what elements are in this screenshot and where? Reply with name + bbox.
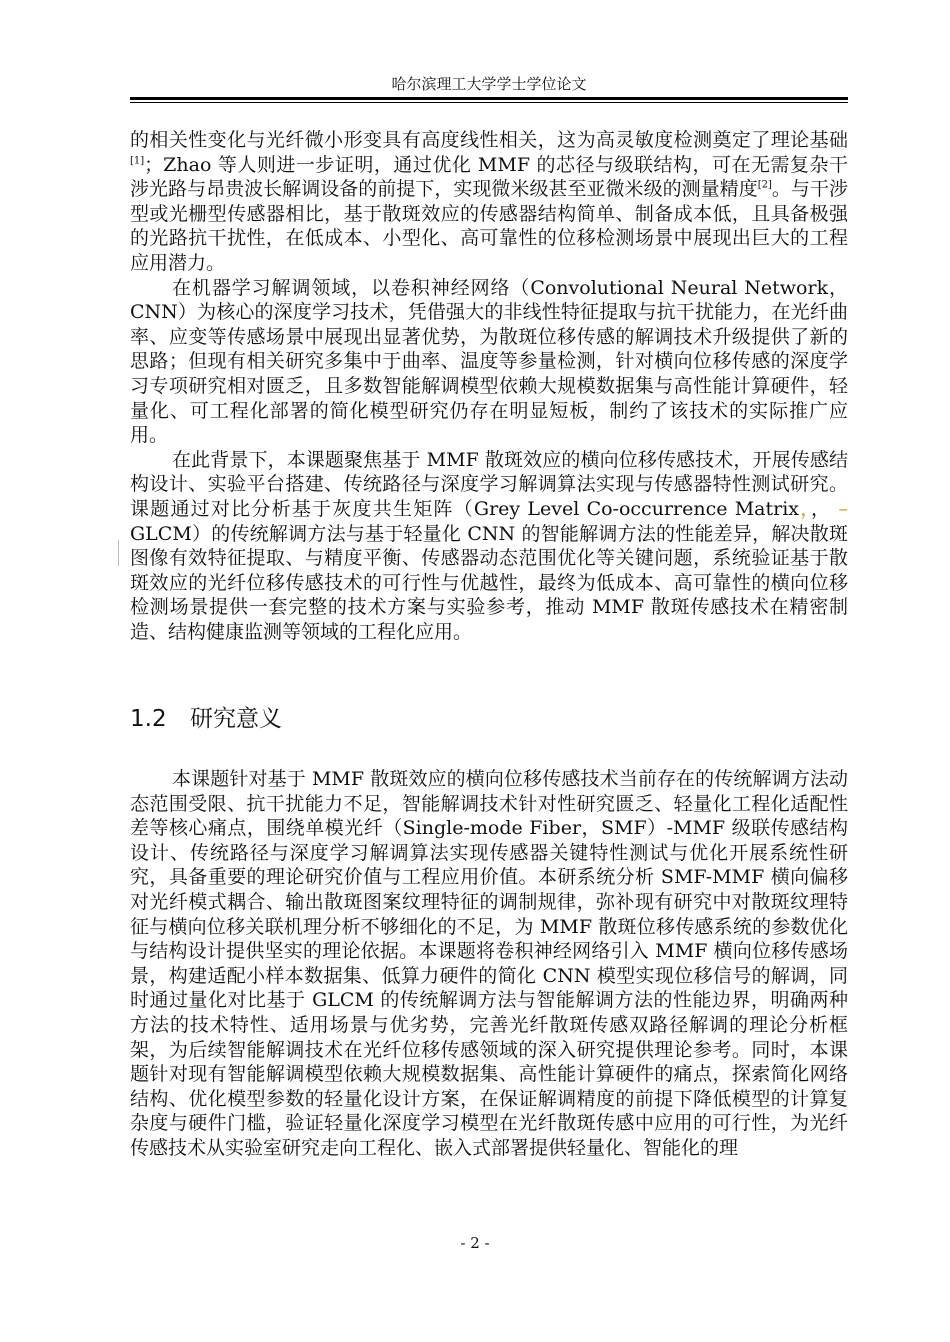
tracked-change-mark-2: – bbox=[838, 497, 848, 520]
citation-2[interactable]: [2] bbox=[757, 179, 772, 191]
change-bar bbox=[118, 540, 119, 566]
section-heading bbox=[130, 704, 848, 734]
paragraph-3-text-a: 在此背景下，本课题聚焦基于 MMF 散斑效应的横向位移传感技术，开展传感结构设计、实验平台搭建、传统路径与深度学习解调算法实现与传感器特性测试研究。课题通过对比分析基于灰度共生矩阵（Grey Level Co-occurrence Matrix bbox=[130, 448, 848, 520]
tracked-change-mark: ， bbox=[799, 497, 811, 520]
header-rule-thick bbox=[130, 97, 848, 100]
body-text-top bbox=[130, 128, 848, 644]
body-text-bottom bbox=[130, 767, 848, 1161]
paragraph-2: 在机器学习解调领域，以卷积神经网络（Convolutional Neural Network，CNN）为核心的深度学习技术，凭借强大的非线性特征提取与抗干扰能力，在光纤曲率、应变等传感场景中展现出显著优势，为散斑位移传感的解调技术升级提供了新的思路；但现有相关研究多集中于曲率、温度等参量检测，针对横向位移传感的深度学习专项研究相对匮乏，且多数智能解调模型依赖大规模数据集与高性能计算硬件，轻量化、可工程化部署的简化模型研究仍存在明显短板，制约了该技术的实际推广应用。 bbox=[130, 276, 848, 447]
section-number: 1.2 bbox=[130, 706, 167, 732]
page-number: - 2 - bbox=[460, 1234, 490, 1252]
paragraph-4: 本课题针对基于 MMF 散斑效应的横向位移传感技术当前存在的传统解调方法动态范围受限、抗干扰能力不足，智能解调技术针对性研究匮乏、轻量化工程化适配性差等核心痛点，围绕单模光纤（Single-mode Fiber，SMF）-MMF 级联传感结构设计、传统路径与深度学习解调算法实现传感器关键特性测试与优化开展系统性研究，具备重要的理论研究价值与工程应用价值。本研系统分析 SMF-MMF 横向偏移对光纤模式耦合、输出散斑图案纹理特征的调制规律，弥补现有研究中对散斑纹理特征与横向位移关联机理分析不够细化的不足，为 MMF 散斑位移传感系统的参数优化与结构设计提供坚实的理论依据。本课题将卷积神经网络引入 MMF 横向位移传感场景，构建适配小样本数据集、低算力硬件的简化 CNN 模型实现位移信号的解调，同时通过量化对比基于 GLCM 的传统解调方法与智能解调方法的性能边界，明确两种方法的技术特性、适用场景与优劣势，完善光纤散斑传感双路径解调的理论分析框架，为后续智能解调技术在光纤位移传感领域的深入研究提供理论参考。同时，本课题针对现有智能解调模型依赖大规模数据集、高性能计算硬件的痛点，探索简化网络结构、优化模型参数的轻量化设计方案，在保证解调精度的前提下降低模型的计算复杂度与硬件门槛，验证轻量化深度学习模型在光纤散斑传感中应用的可行性，为光纤传感技术从实验室研究走向工程化、嵌入式部署提供轻量化、智能化的理 bbox=[130, 768, 848, 1159]
paragraph-1-text-a: 的相关性变化与光纤微小形变具有高度线性相关，这为高灵敏度检测奠定了理论基础 bbox=[130, 129, 848, 151]
paragraph-3-text-b: ， bbox=[811, 497, 839, 520]
paragraph-1-text-b: ；Zhao 等人则进一步证明，通过优化 MMF 的芯径与级联结构，可在无需复杂干涉光路与昂贵波长解调设备的前提下，实现微米级甚至亚微米级的测量精度 bbox=[130, 153, 848, 201]
header-rule-thin bbox=[130, 102, 848, 103]
paragraph-1-text-c: 。与干涉型或光栅型传感器相比，基于散斑效应的传感器结构简单、制备成本低，且具备极强的光路抗干扰性，在低成本、小型化、高可靠性的位移检测场景中展现出巨大的工程应用潜力。 bbox=[130, 178, 848, 274]
section-title: 研究意义 bbox=[190, 706, 282, 732]
paragraph-3 bbox=[130, 448, 848, 645]
running-header: 哈尔滨理工大学学士学位论文 bbox=[391, 75, 587, 93]
paragraph-1 bbox=[130, 128, 848, 276]
citation-1[interactable]: [1] bbox=[130, 155, 145, 167]
paragraph-3-text-c: GLCM）的传统解调方法与基于轻量化 CNN 的智能解调方法的性能差异，解决散斑图像有效特征提取、与精度平衡、传感器动态范围优化等关键问题，系统验证基于散斑效应的光纤位移传感技术的可行性与优越性，最终为低成本、高可靠性的横向位移检测场景提供一套完整的技术方案与实验参考，推动 MMF 散斑传感技术在精密制造、结构健康监测等领域的工程化应用。 bbox=[130, 522, 848, 643]
